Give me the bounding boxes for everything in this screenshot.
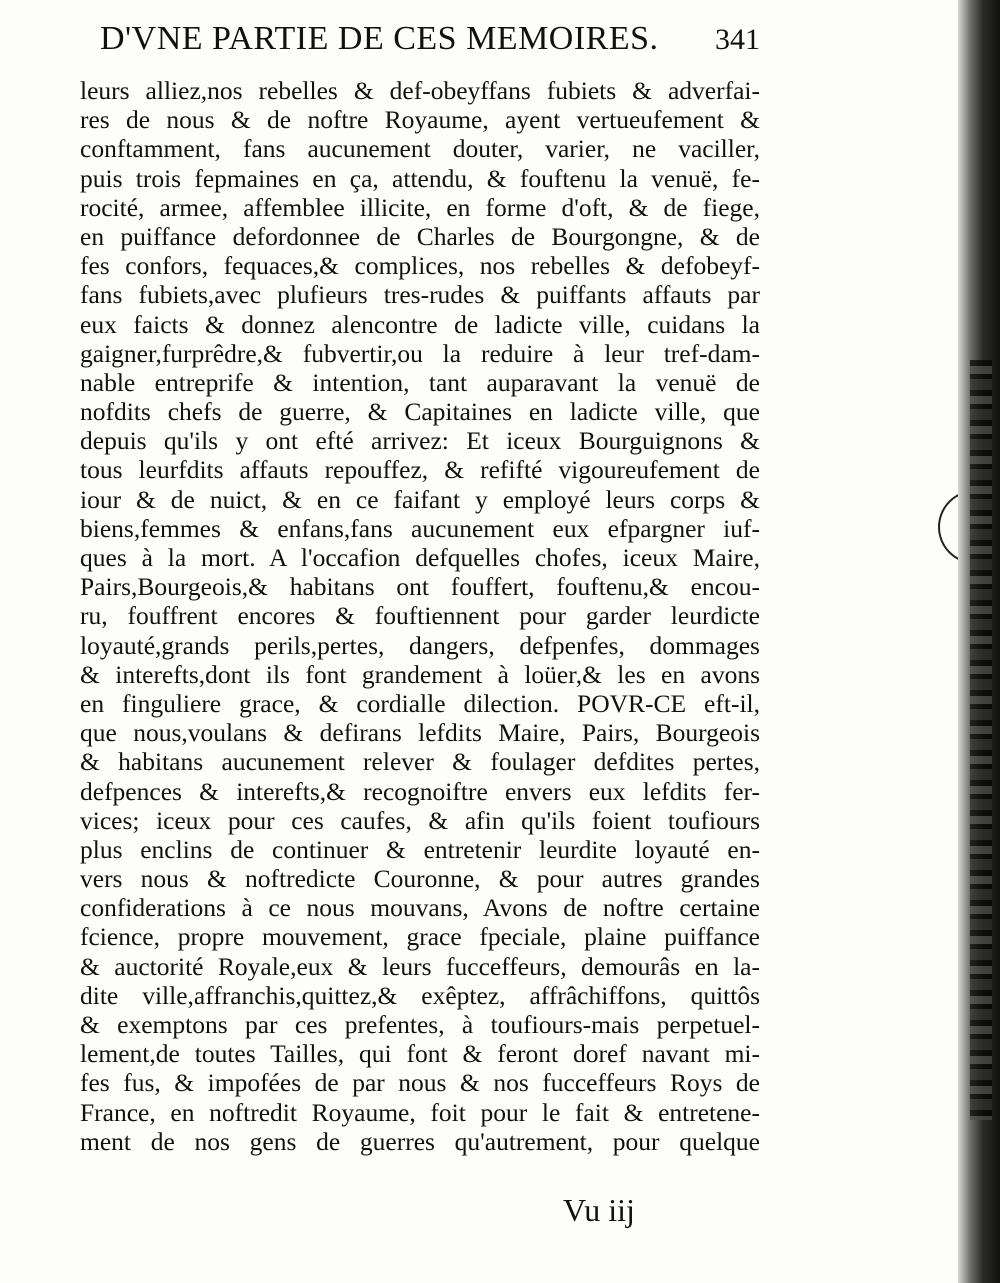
text-line: fes confors, fequaces,& complices, nos rebelles & defobeyf- bbox=[80, 251, 760, 281]
text-line: ques à la mort. A l'occafion defquelles chofes, iceux Maire, bbox=[80, 543, 760, 572]
body-text bbox=[80, 76, 760, 1156]
text-line: en puiffance defordonnee de Charles de Bourgongne, & de bbox=[80, 221, 760, 251]
text-line: plus enclins de continuer & entretenir leurdite loyauté en- bbox=[80, 834, 760, 864]
text-line: confiderations à ce nous mouvans, Avons de noftre certaine bbox=[80, 893, 760, 923]
text-line: fans fubiets,avec plufieurs tres-rudes & puiffants affauts par bbox=[80, 280, 760, 310]
text-line: tous leurfdits affauts repouffez, & refifté vigoureufement de bbox=[80, 455, 760, 485]
text-line: fes fus, & impofées de par nous & nos fucceffeurs Roys de bbox=[80, 1068, 760, 1098]
text-line: en finguliere grace, & cordialle dilection. POVR-CE eft-il, bbox=[80, 688, 760, 718]
text-line: loyauté,grands perils,pertes, dangers, defpenfes, dommages bbox=[80, 630, 760, 660]
page-header bbox=[100, 20, 760, 72]
running-title: D'VNE PARTIE DE CES MEMOIRES. bbox=[100, 20, 659, 57]
text-line: fcience, propre mouvement, grace fpeciale, plaine puiffance bbox=[80, 922, 760, 952]
text-line: lement,de toutes Tailles, qui font & feront doref navant mi- bbox=[80, 1039, 760, 1069]
text-line: dite ville,affranchis,quittez,& exêptez, affrâchiffons, quittôs bbox=[80, 980, 760, 1010]
text-line: & auctorité Royale,eux & leurs fucceffeurs, demourâs en la- bbox=[80, 951, 760, 981]
text-line: res de nous & de noftre Royaume, ayent vertueufement & bbox=[80, 105, 760, 135]
text-line: eux faicts & donnez alencontre de ladicte ville, cuidans la bbox=[80, 309, 760, 339]
text-line: ru, fouffrent encores & fouftiennent pour garder leurdicte bbox=[80, 601, 760, 631]
text-line: defpences & interefts,& recognoiftre envers eux lefdits fer- bbox=[80, 776, 760, 806]
text-line: iour & de nuict, & en ce faifant y employé leurs corps & bbox=[80, 484, 760, 514]
text-line: biens,femmes & enfans,fans aucunement eux efpargner iuf- bbox=[80, 513, 760, 543]
page-number: 341 bbox=[715, 23, 760, 56]
text-line: Pairs,Bourgeois,& habitans ont fouffert, fouftenu,& encou- bbox=[80, 572, 760, 602]
text-line: depuis qu'ils y ont efté arrivez: Et iceux Bourguignons & bbox=[80, 426, 760, 456]
text-line: vers nous & noftredicte Couronne, & pour autres grandes bbox=[80, 864, 760, 894]
text-line: France, en noftredit Royaume, foit pour le fait & entretene- bbox=[80, 1097, 760, 1127]
text-line: ment de nos gens de guerres qu'autrement, pour quelque bbox=[80, 1126, 760, 1156]
text-line: que nous,voulans & defirans lefdits Maire, Pairs, Bourgeois bbox=[80, 718, 760, 748]
text-line: nofdits chefs de guerre, & Capitaines en ladicte ville, que bbox=[80, 397, 760, 427]
text-line: vices; iceux pour ces caufes, & afin qu'ils foient toufiours bbox=[80, 805, 760, 835]
text-line: rocité, armee, affemblee illicite, en forme d'oft, & de fiege, bbox=[80, 192, 760, 222]
text-line: & exemptons par ces prefentes, à toufiours-mais perpetuel- bbox=[80, 1010, 760, 1039]
text-line: puis trois fepmaines en ça, attendu, & fouftenu la venuë, fe- bbox=[80, 163, 760, 193]
text-line: & interefts,dont ils font grandement à loüer,& les en avons bbox=[80, 659, 760, 689]
text-line: leurs alliez,nos rebelles & def-obeyffans fubiets & adverfai- bbox=[80, 76, 760, 105]
text-line: & habitans aucunement relever & foulager defdites pertes, bbox=[80, 747, 760, 777]
text-line: nable entreprife & intention, tant auparavant la venuë de bbox=[80, 367, 760, 397]
binding-edge-texture bbox=[970, 360, 992, 1120]
signature-mark: Vu iij bbox=[563, 1192, 635, 1228]
text-line: gaigner,furprêdre,& fubvertir,ou la reduire à leur tref-dam- bbox=[80, 338, 760, 368]
text-line: conftamment, fans aucunement douter, varier, ne vaciller, bbox=[80, 134, 760, 164]
